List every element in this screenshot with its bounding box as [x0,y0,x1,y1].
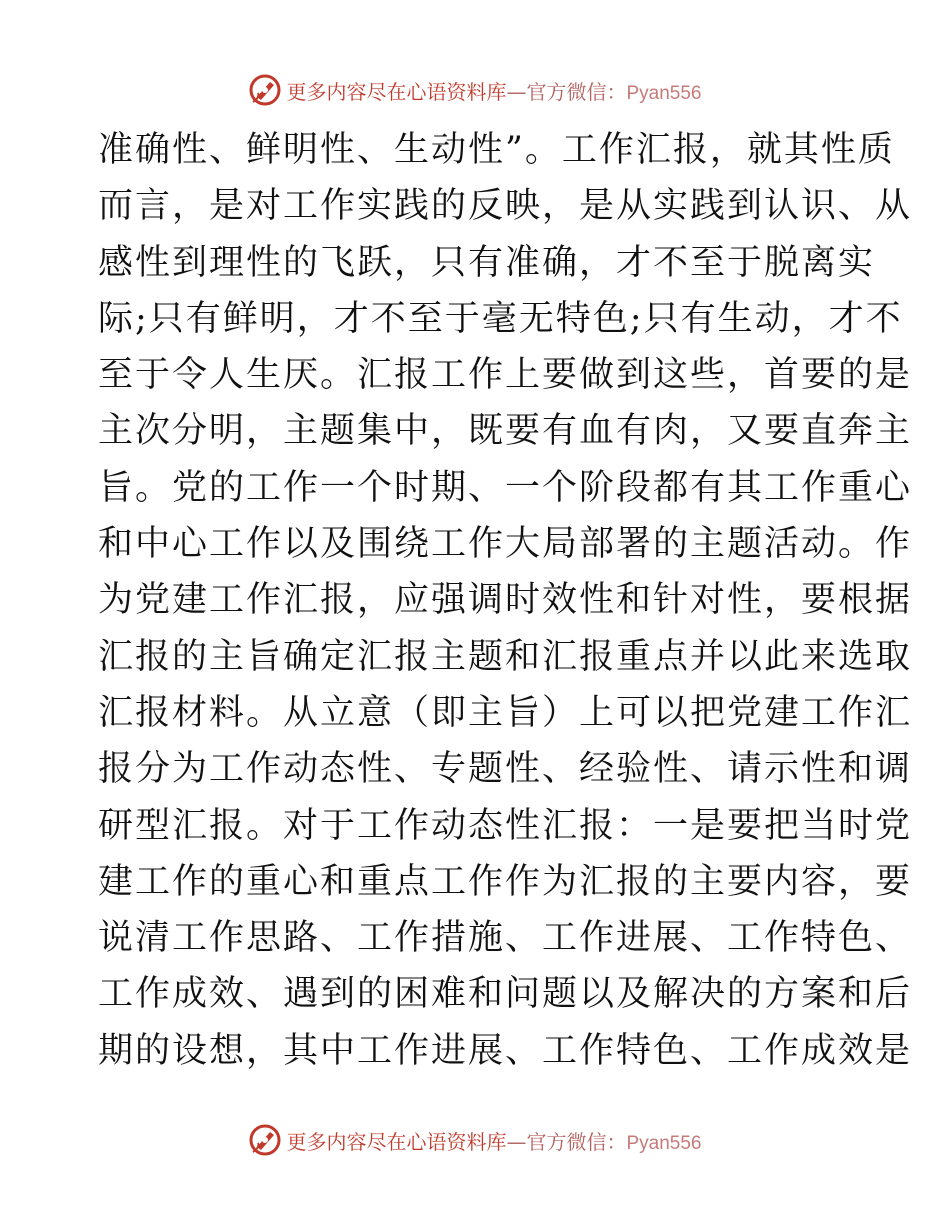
body-line: 为党建工作汇报，应强调时效性和针对性，要根据 [98,580,913,621]
header-banner [0,70,950,110]
header-banner-text [286,76,701,105]
body-line: 际;只有鲜明，才不至于毫无特色;只有生动，才不 [98,298,903,339]
body-line: 汇报材料。从立意（即主旨）上可以把党建工作汇 [98,692,913,733]
body-line: 旨。党的工作一个时期、一个阶段都有其工作重心 [98,467,913,508]
footer-wechat-label: 官方微信： [526,1129,627,1154]
body-line: 工作成效、遇到的困难和问题以及解决的方案和后 [98,974,913,1015]
body-line: 感性到理性的飞跃，只有准确，才不至于脱离实 [98,242,876,283]
footer-banner-content [248,1123,701,1157]
body-line: 和中心工作以及围绕工作大局部署的主题活动。作 [98,524,913,565]
header-site-text: 更多内容尽在心语资料库 [286,79,507,104]
footer-banner-text [286,1126,701,1155]
document-body [98,122,913,1079]
footer-banner [0,1120,950,1160]
header-wechat-id: Pyan556 [626,82,702,104]
body-line: 建工作的重心和重点工作作为汇报的主要内容，要 [98,861,913,902]
body-line: 主次分明，主题集中，既要有血有肉，又要直奔主 [98,411,913,452]
body-line: 说清工作思路、工作措施、工作进展、工作特色、 [98,918,913,959]
footer-site-text: 更多内容尽在心语资料库 [286,1129,507,1154]
header-wechat-label: 官方微信： [526,79,627,104]
footer-dash: — [506,1129,527,1154]
body-line: 汇报的主旨确定汇报主题和汇报重点并以此来选取 [98,636,913,677]
footer-wechat-id: Pyan556 [626,1132,702,1154]
body-line: 至于令人生厌。汇报工作上要做到这些，首要的是 [98,355,913,396]
header-banner-content [248,73,701,107]
body-line: 研型汇报。对于工作动态性汇报：一是要把当时党 [98,805,913,846]
body-line: 报分为工作动态性、专题性、经验性、请示性和调 [98,749,913,790]
body-line: 期的设想，其中工作进展、工作特色、工作成效是 [98,1030,913,1071]
pen-seal-icon [248,1123,282,1157]
header-dash: — [506,79,527,104]
body-line: 而言，是对工作实践的反映，是从实践到认识、从 [98,186,913,227]
body-line: 准确性、鲜明性、生动性”。工作汇报，就其性质 [98,130,895,170]
pen-seal-icon [248,73,282,107]
